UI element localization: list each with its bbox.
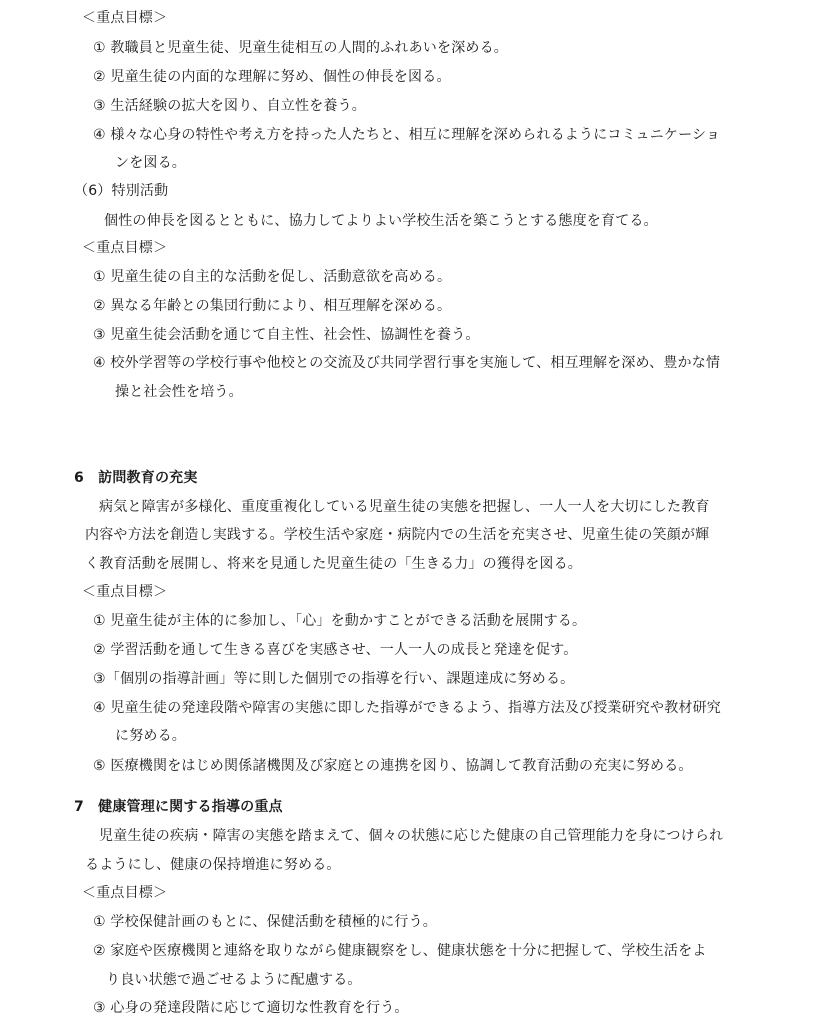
text-line: ンを図る。	[115, 155, 186, 171]
text-line: ＜重点目標＞	[82, 584, 168, 600]
text-line: ③ 心身の発達段階に応じて適切な性教育を行う。	[93, 1000, 409, 1016]
text-line: ② 異なる年齢との集団行動により、相互理解を深める。	[93, 298, 452, 314]
text-line: ② 学習活動を通して生きる喜びを実感させ、一人一人の成長と発達を促す。	[93, 642, 578, 658]
text-line: に努める。	[115, 728, 186, 744]
text-line: ＜重点目標＞	[82, 240, 168, 256]
text-line: ③ 児童生徒会活動を通じて自主性、社会性、協調性を養う。	[93, 327, 480, 343]
section-heading: 6 訪問教育の充実	[74, 470, 198, 486]
text-line: ＜重点目標＞	[82, 885, 168, 901]
text-line: ① 学校保健計画のもとに、保健活動を積極的に行う。	[93, 914, 437, 930]
text-line: ④ 児童生徒の発達段階や障害の実態に即した指導ができるよう、指導方法及び授業研究や教材研究	[93, 700, 721, 716]
text-line: ① 児童生徒の自主的な活動を促し、活動意欲を高める。	[93, 269, 452, 285]
text-line: ③ 生活経験の拡大を図り、自立性を養う。	[93, 98, 366, 114]
text-line: ① 児童生徒が主体的に参加し、「心」を動かすことができる活動を展開する。	[93, 613, 587, 629]
text-line: り良い状態で過ごせるように配慮する。	[106, 972, 362, 988]
text-line: 病気と障害が多様化、重度重複化している児童生徒の実態を把握し、一人一人を大切にした教育	[99, 499, 710, 515]
text-line: 児童生徒の疾病・障害の実態を踏まえて、個々の状態に応じた健康の自己管理能力を身につけられ	[99, 828, 724, 844]
text-line: ② 家庭や医療機関と連絡を取りながら健康観察をし、健康状態を十分に把握して、学校生活をよ	[93, 943, 707, 959]
text-line: 操と社会性を培う。	[115, 384, 243, 400]
text-line: ② 児童生徒の内面的な理解に努め、個性の伸長を図る。	[93, 69, 451, 85]
text-line: ③「個別の指導計画」等に則した個別での指導を行い、課題達成に努める。	[93, 671, 575, 687]
text-line: 個性の伸長を図るとともに、協力してよりよい学校生活を築こうとする態度を育てる。	[104, 213, 658, 229]
text-line: ① 教職員と児童生徒、児童生徒相互の人間的ふれあいを深める。	[93, 40, 508, 56]
text-line: ④ 校外学習等の学校行事や他校との交流及び共同学習行事を実施して、相互理解を深め、豊かな情	[93, 355, 721, 371]
text-line: く教育活動を展開し、将来を見通した児童生徒の「生きる力」の獲得を図る。	[85, 556, 582, 572]
text-line: るようにし、健康の保持増進に努める。	[85, 857, 341, 873]
text-line: （6）特別活動	[74, 183, 169, 199]
text-line: 内容や方法を創造し実践する。学校生活や家庭・病院内での生活を充実させ、児童生徒の笑顔が輝	[85, 527, 710, 543]
text-line: ⑤ 医療機関をはじめ関係諸機関及び家庭との連携を図り、協調して教育活動の充実に努める。	[93, 758, 693, 774]
text-line: ④ 様々な心身の特性や考え方を持った人たちと、相互に理解を深められるようにコミュニケーショ	[93, 127, 721, 143]
text-line: ＜重点目標＞	[82, 10, 168, 26]
section-heading: 7 健康管理に関する指導の重点	[74, 799, 283, 815]
